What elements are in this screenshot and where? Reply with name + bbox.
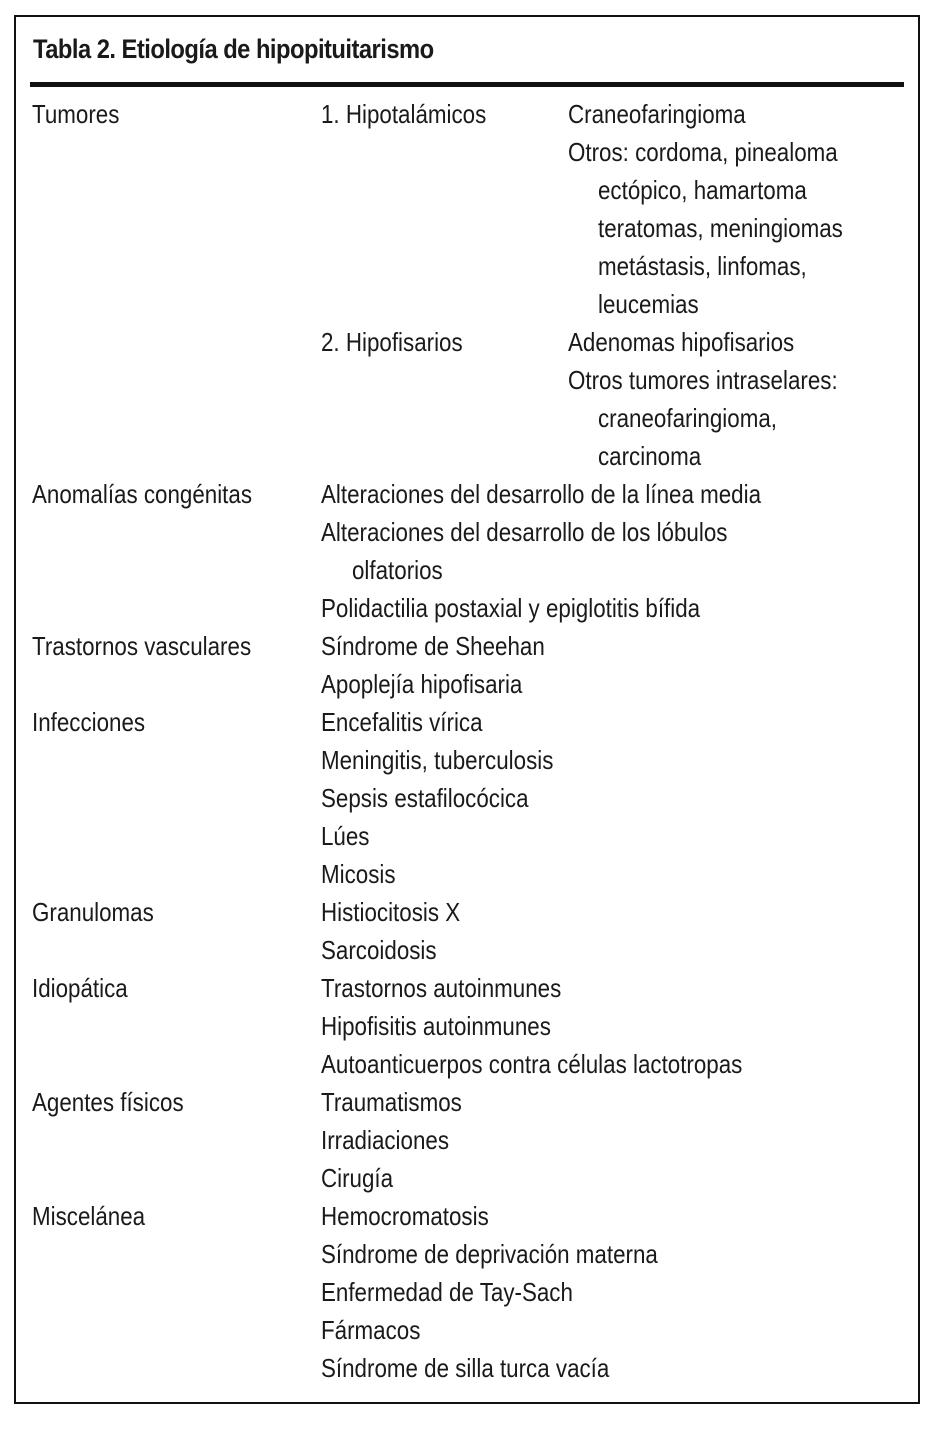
table-row (0, 1045, 948, 1083)
cause-item: Fármacos (321, 1315, 421, 1345)
cause-item: Craneofaringioma (568, 99, 746, 129)
table-row (0, 589, 948, 627)
table-row (0, 855, 948, 893)
table-row (0, 133, 948, 171)
cause-item: Otros: cordoma, pinealoma (568, 137, 838, 167)
cause-item: Traumatismos (321, 1087, 462, 1117)
cause-item-continued: leucemias (598, 289, 699, 319)
table-row (0, 475, 948, 513)
table-row (0, 1311, 948, 1349)
table-row (0, 399, 948, 437)
table-row (0, 437, 948, 475)
cause-item: Cirugía (321, 1163, 394, 1193)
table-row (0, 1121, 948, 1159)
table-row (0, 361, 948, 399)
cause-item: Alteraciones del desarrollo de los lóbulos (321, 517, 728, 547)
table-row (0, 931, 948, 969)
cause-item-continued: carcinoma (598, 441, 702, 471)
cause-item: Autoanticuerpos contra células lactotropas (321, 1049, 743, 1079)
cause-item: Encefalitis vírica (321, 707, 483, 737)
cause-item-continued: ectópico, hamartoma (598, 175, 807, 205)
table-row (0, 209, 948, 247)
table-row (0, 247, 948, 285)
table-row (0, 323, 948, 361)
table-row (0, 513, 948, 551)
cause-item: Apoplejía hipofisaria (321, 669, 523, 699)
table-row (0, 703, 948, 741)
category-vasculares: Trastornos vasculares (32, 631, 252, 661)
table-row (0, 893, 948, 931)
category-agentes-fisicos: Agentes físicos (32, 1087, 184, 1117)
cause-item: Hipofisitis autoinmunes (321, 1011, 551, 1041)
cause-item: Irradiaciones (321, 1125, 450, 1155)
table-row (0, 1159, 948, 1197)
category-infecciones: Infecciones (32, 707, 146, 737)
table-row (0, 95, 948, 133)
cause-item: Otros tumores intraselares: (568, 365, 838, 395)
table-row (0, 817, 948, 855)
category-granulomas: Granulomas (32, 897, 154, 927)
table-row (0, 551, 948, 589)
table-body (0, 95, 948, 1387)
category-miscelanea: Miscelánea (32, 1201, 146, 1231)
table-row (0, 1197, 948, 1235)
category-tumores: Tumores (32, 99, 120, 129)
cause-item: Sarcoidosis (321, 935, 437, 965)
table-row (0, 969, 948, 1007)
table-row (0, 1273, 948, 1311)
cause-item: Alteraciones del desarrollo de la línea media (321, 479, 762, 509)
cause-item: Histiocitosis X (321, 897, 461, 927)
category-anomalias: Anomalías congénitas (32, 479, 253, 509)
subcategory-hipotalamicos: 1. Hipotalámicos (321, 99, 487, 129)
table-row (0, 1349, 948, 1387)
cause-item: Hemocromatosis (321, 1201, 489, 1231)
cause-item: Micosis (321, 859, 396, 889)
table-row (0, 779, 948, 817)
cause-item: Síndrome de silla turca vacía (321, 1353, 610, 1383)
table-title: Tabla 2. Etiología de hipopituitarismo (33, 34, 434, 64)
table-row (0, 1007, 948, 1045)
title-rule (30, 82, 904, 87)
cause-item: Lúes (321, 821, 370, 851)
cause-item-continued: metástasis, linfomas, (598, 251, 807, 281)
cause-item: Enfermedad de Tay-Sach (321, 1277, 573, 1307)
table-row (0, 627, 948, 665)
cause-item-continued: teratomas, meningiomas (598, 213, 843, 243)
cause-item: Adenomas hipofisarios (568, 327, 795, 357)
category-idiopatica: Idiopática (32, 973, 128, 1003)
table-row (0, 665, 948, 703)
cause-item-continued: craneofaringioma, (598, 403, 777, 433)
table-row (0, 1083, 948, 1121)
table-row (0, 741, 948, 779)
subcategory-hipofisarios: 2. Hipofisarios (321, 327, 463, 357)
table-row (0, 1235, 948, 1273)
cause-item: Síndrome de deprivación materna (321, 1239, 658, 1269)
cause-item: Sepsis estafilocócica (321, 783, 529, 813)
cause-item: Síndrome de Sheehan (321, 631, 545, 661)
cause-item: Polidactilia postaxial y epiglotitis bífida (321, 593, 701, 623)
cause-item: Trastornos autoinmunes (321, 973, 562, 1003)
table-row (0, 285, 948, 323)
table-row (0, 171, 948, 209)
cause-item: Meningitis, tuberculosis (321, 745, 554, 775)
cause-item-continued: olfatorios (352, 555, 443, 585)
